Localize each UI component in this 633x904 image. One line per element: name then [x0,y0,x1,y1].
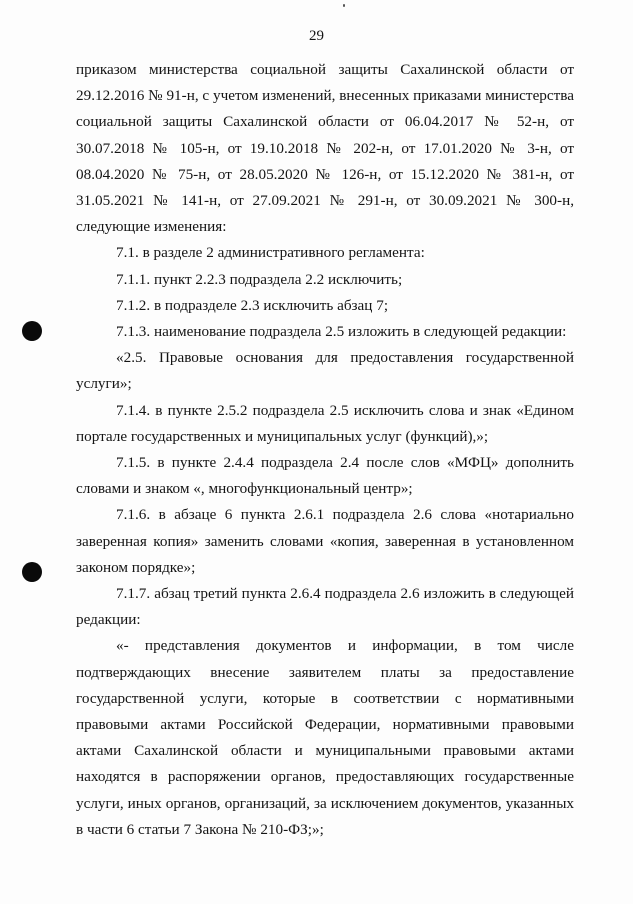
quoted-new-wording: «- представления документов и информации, в том числе подтверждающих внесение заявителем платы за предоставление государственной услуги, которые в соответствии с нормативными правовыми актами Российской Федерации, нормативными правовыми актами Сахалинской области и муниципальными правовыми актами находятся в распоряжении органов, предоставляющих государственные услуги, иных органов, организаций, за исключением документов, указанных в части 6 статьи 7 Закона № 210-ФЗ;»; [76,637,574,838]
page-number: 29 [309,28,324,44]
paragraph-7-1-7: 7.1.7. абзац третий пункта 2.6.4 подраздела 2.6 изложить в следующей редакции: [76,585,574,629]
paragraph-7-1-3: 7.1.3. наименование подраздела 2.5 изложить в следующей редакции: [116,323,567,341]
punch-hole-upper [22,321,42,341]
intro-paragraph: приказом министерства социальной защиты Сахалинской области от 29.12.2016 № 91-н, с учетом изменений, внесенных приказами министерства социальной защиты Сахалинской области от 06.04.2017 № 52-н, от 30.07.2018 № 105-н, от 19.10.2018 № 202-н, от 17.01.2020 № 3-н, от 08.04.2020 № 75-н, от 28.05.2020 № 126-н, от 15.12.2020 № 381-н, от 31.05.2021 № 141-н, от 27.09.2021 № 291-н, от 30.09.2021 № 300-н, следующие изменения: [76,61,574,236]
paragraph-7-1-6: 7.1.6. в абзаце 6 пункта 2.6.1 подраздела 2.6 слова «нотариально заверенная копия» заменить словами «копия, заверенная в установленном законом порядке»; [76,506,574,576]
paragraph-7-1: 7.1. в разделе 2 административного регламента: [116,244,425,262]
paragraph-7-1-2: 7.1.2. в подразделе 2.3 исключить абзац 7; [116,296,389,314]
punch-hole-lower [22,562,42,582]
paragraph-7-1-5: 7.1.5. в пункте 2.4.4 подраздела 2.4 после слов «МФЦ» дополнить словами и знаком «, многофункциональный центр»; [76,454,574,498]
paragraph-7-1-4: 7.1.4. в пункте 2.5.2 подраздела 2.5 исключить слова и знак «Едином портале государственных и муниципальных услуг (функций),»; [76,401,574,445]
scan-speck [343,4,345,7]
paragraph-7-1-1: 7.1.1. пункт 2.2.3 подраздела 2.2 исключить; [116,270,403,288]
quoted-heading-2-5: «2.5. Правовые основания для предоставления государственной услуги»; [76,349,574,393]
document-body [76,57,574,843]
